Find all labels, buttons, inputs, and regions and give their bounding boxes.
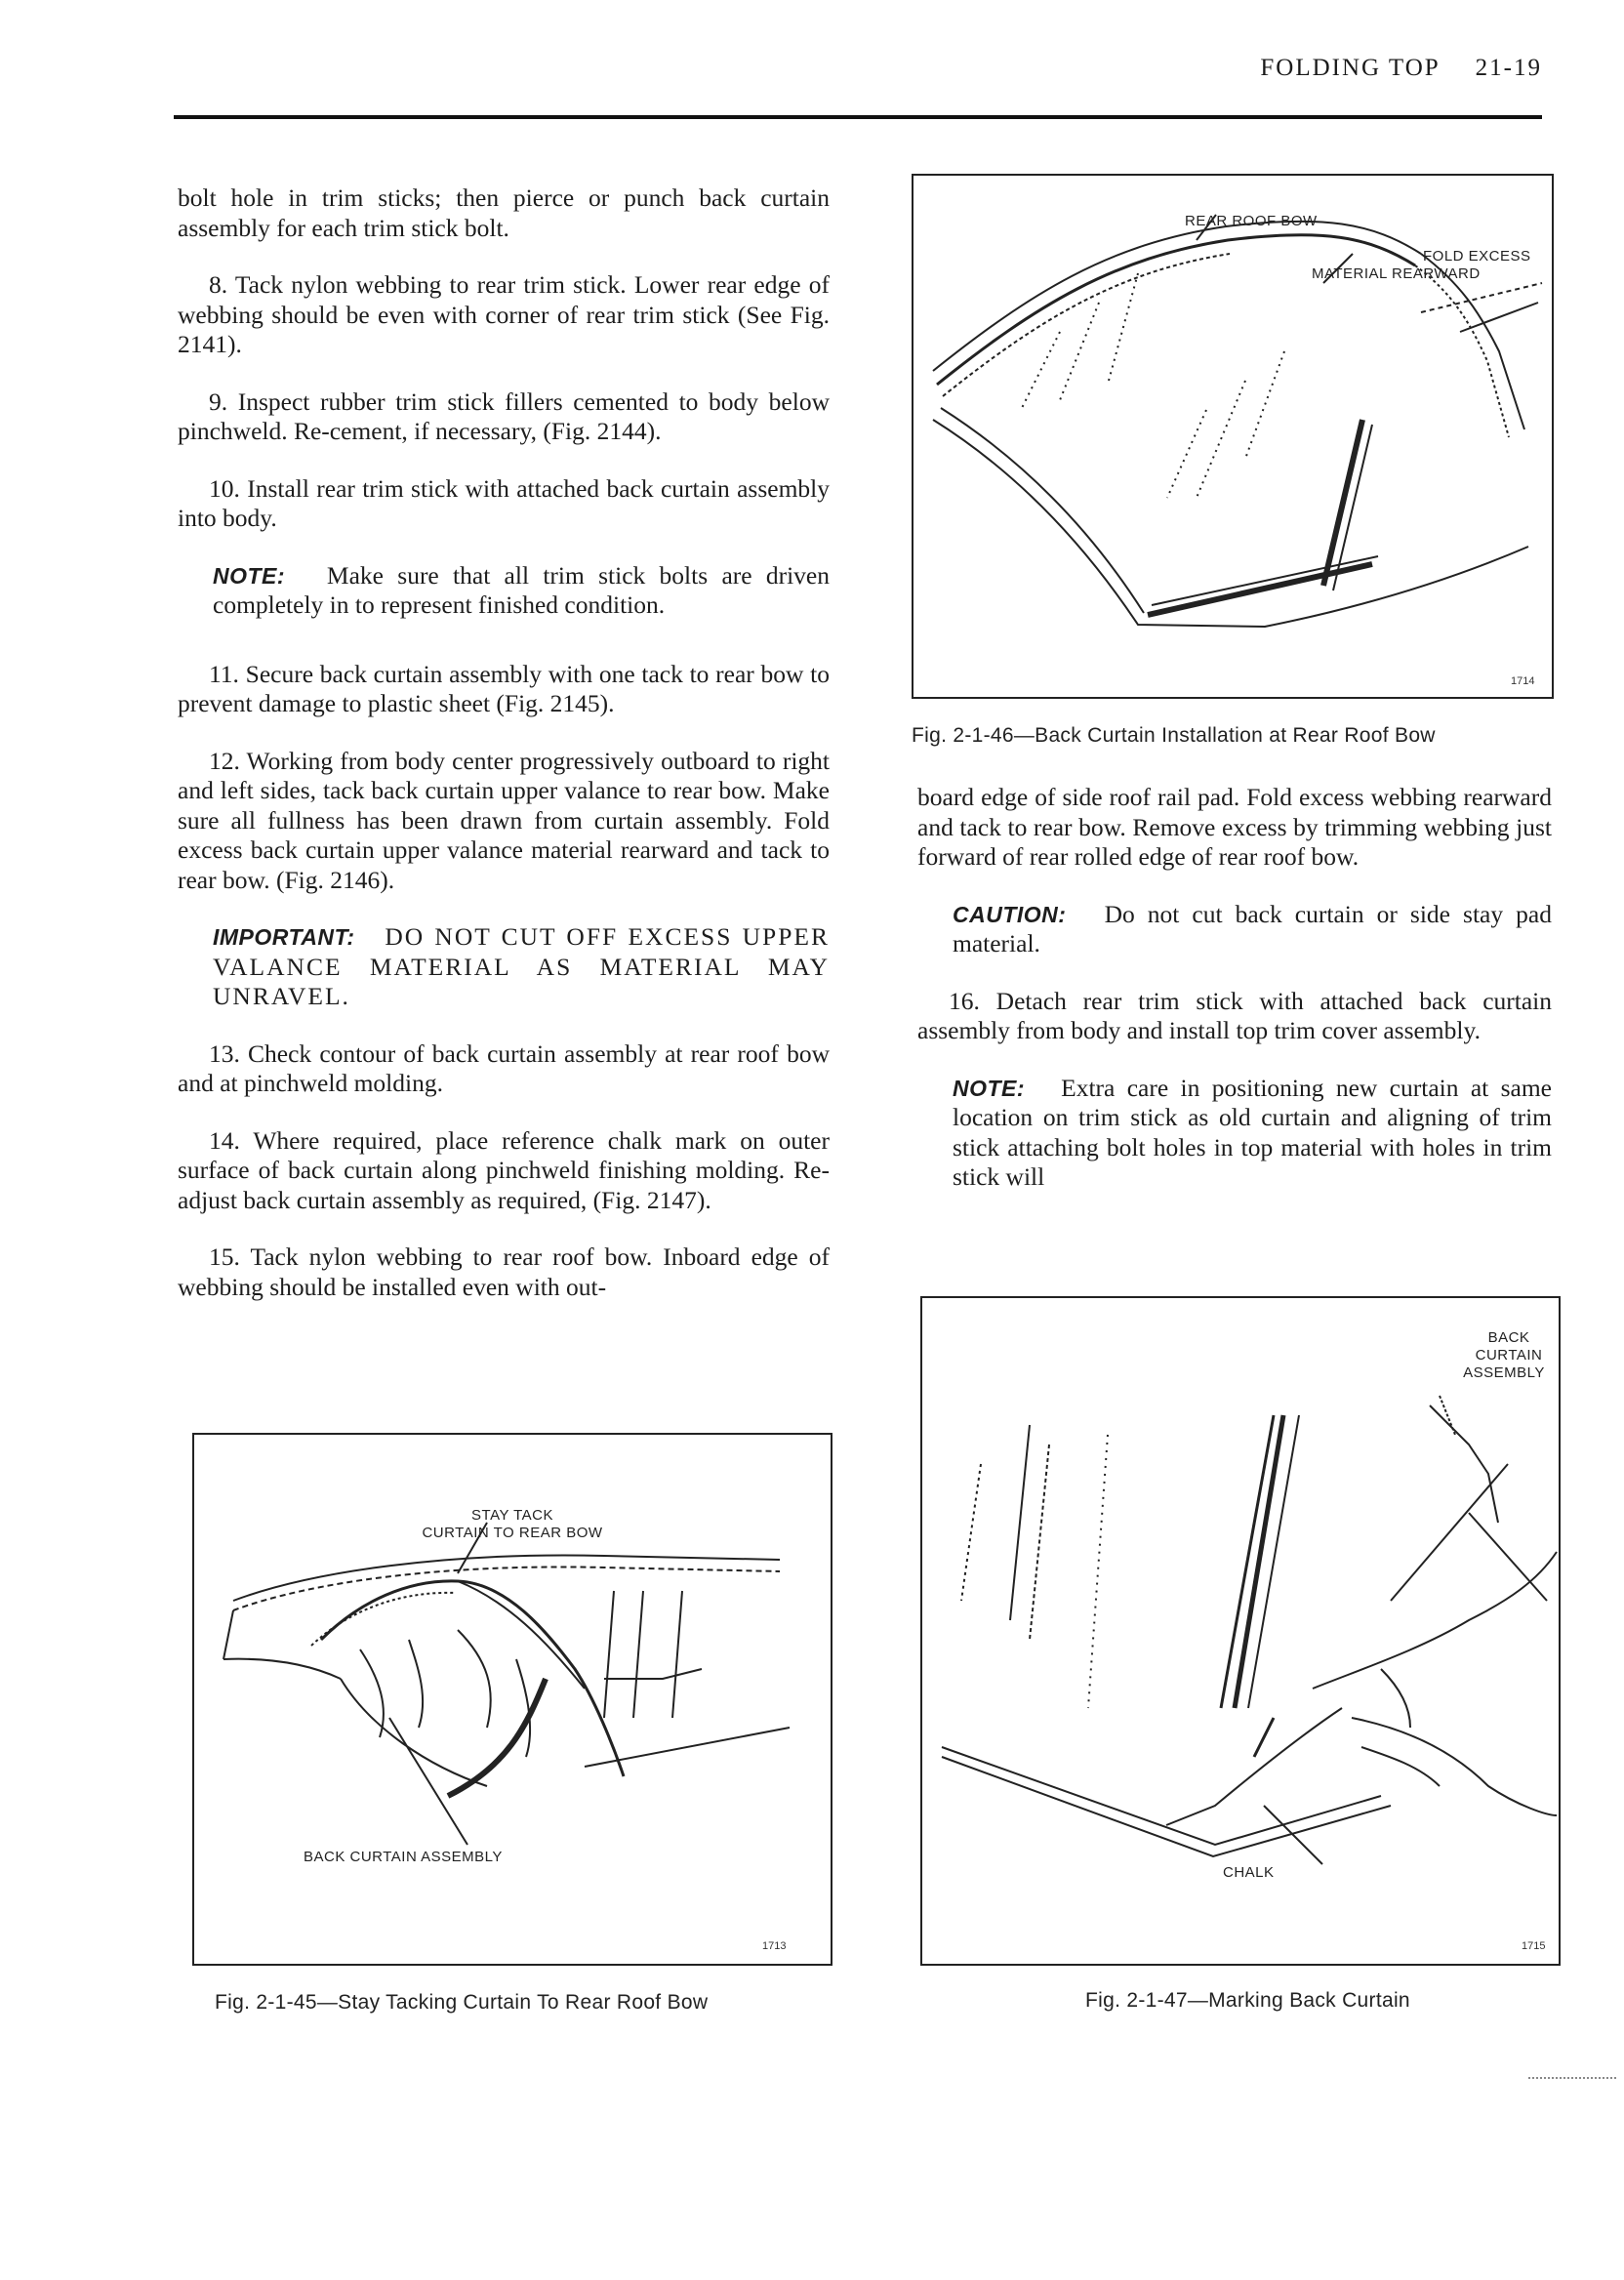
figure-number: 1714 xyxy=(1511,675,1535,687)
callout-stay-tack-line2: CURTAIN TO REAR BOW xyxy=(422,1525,603,1541)
callout-stay-tack: STAY TACK xyxy=(471,1507,553,1524)
figure-back-curtain-installation xyxy=(912,174,1554,699)
callout-fold-line2: MATERIAL REARWARD xyxy=(1312,265,1481,282)
step-12: 12. Working from body center progressively outboard to right and left sides, tack back curtain upper valance to rear bow. Make sure all fullness has been drawn from curtain assembly. Fold excess back curtain upper valance material rearward and tack to rear bow. (Fig. 2146). xyxy=(178,746,830,894)
figure-number: 1713 xyxy=(762,1940,787,1952)
section-title: FOLDING TOP xyxy=(1260,55,1441,81)
important-text: DO NOT CUT OFF EXCESS UPPER VALANCE MATERIAL AS MATERIAL MAY UNRAVEL. xyxy=(213,922,831,1010)
note2-text: Extra care in positioning new curtain at same location on trim stick as old curtain and aligning of trim stick attaching bolt holes in top material with holes in trim stick will xyxy=(953,1073,1552,1191)
caution-label: CAUTION: xyxy=(953,901,1067,927)
caption-fig-47: Fig. 2-1-47—Marking Back Curtain xyxy=(1085,1989,1410,2012)
figure-marking-back-curtain xyxy=(920,1296,1561,1966)
important-label: IMPORTANT: xyxy=(213,924,355,950)
note-1 xyxy=(178,561,830,621)
step-14: 14. Where required, place reference chalk mark on outer surface of back curtain along pinchweld finishing molding. Re-adjust back curtain assembly as required, (Fig. 2147). xyxy=(178,1125,830,1214)
step-15: 15. Tack nylon webbing to rear roof bow. Inboard edge of webbing should be installed even with out- xyxy=(178,1242,830,1301)
step-9: 9. Inspect rubber trim stick fillers cemented to body below pinchweld. Re-cement, if necessary, (Fig. 2144). xyxy=(178,387,830,445)
step-13: 13. Check contour of back curtain assembly at rear roof bow and at pinchweld molding. xyxy=(178,1038,830,1097)
note-2 xyxy=(917,1074,1552,1193)
callout-back-curtain-assembly: BACK CURTAIN ASSEMBLY xyxy=(304,1849,503,1865)
caption-fig-45: Fig. 2-1-45—Stay Tacking Curtain To Rear Roof Bow xyxy=(215,1991,709,2014)
figure-stay-tacking xyxy=(192,1433,832,1966)
step-11: 11. Secure back curtain assembly with one tack to rear bow to prevent damage to plastic sheet (Fig. 2145). xyxy=(178,659,830,717)
right-column xyxy=(917,783,1552,1193)
caption-fig-46: Fig. 2-1-46—Back Curtain Installation at Rear Roof Bow xyxy=(912,724,1436,747)
page-number: 21-19 xyxy=(1475,55,1542,81)
figure-number: 1715 xyxy=(1522,1940,1546,1952)
left-column xyxy=(178,183,830,1302)
note-text: Make sure that all trim stick bolts are driven completely in to represent finished condition. xyxy=(213,560,830,619)
callout-back: BACK xyxy=(1487,1329,1530,1346)
important-note xyxy=(178,922,830,1012)
header-rule xyxy=(174,115,1542,119)
page-edge-mark xyxy=(1528,2077,1616,2081)
step-16: 16. Detach rear trim stick with attached back curtain assembly from body and install top trim cover assembly. xyxy=(917,986,1552,1044)
step-8: 8. Tack nylon webbing to rear trim stick. Lower rear edge of webbing should be even with corner of rear trim stick (See Fig. 2141). xyxy=(178,270,830,358)
caution-text: Do not cut back curtain or side stay pad material. xyxy=(953,899,1552,957)
callout-curtain: CURTAIN xyxy=(1475,1347,1543,1364)
note-label: NOTE: xyxy=(213,562,286,589)
paragraph-continued: bolt hole in trim sticks; then pierce or punch back curtain assembly for each trim stick bolt. xyxy=(178,183,830,242)
callout-fold-line1: FOLD EXCESS xyxy=(1423,248,1531,265)
running-header xyxy=(1260,55,1542,82)
callout-assembly: ASSEMBLY xyxy=(1463,1364,1545,1381)
paragraph-continued-right: board edge of side roof rail pad. Fold excess webbing rearward and tack to rear bow. Remove excess by trimming webbing just forward of rear rolled edge of rear roof bow. xyxy=(917,783,1552,871)
note2-label: NOTE: xyxy=(953,1075,1026,1101)
callout-chalk: CHALK xyxy=(1223,1864,1275,1881)
callout-rear-roof-bow: REAR ROOF BOW xyxy=(1185,213,1318,229)
step-10: 10. Install rear trim stick with attached back curtain assembly into body. xyxy=(178,473,830,532)
caution-note xyxy=(917,900,1552,959)
